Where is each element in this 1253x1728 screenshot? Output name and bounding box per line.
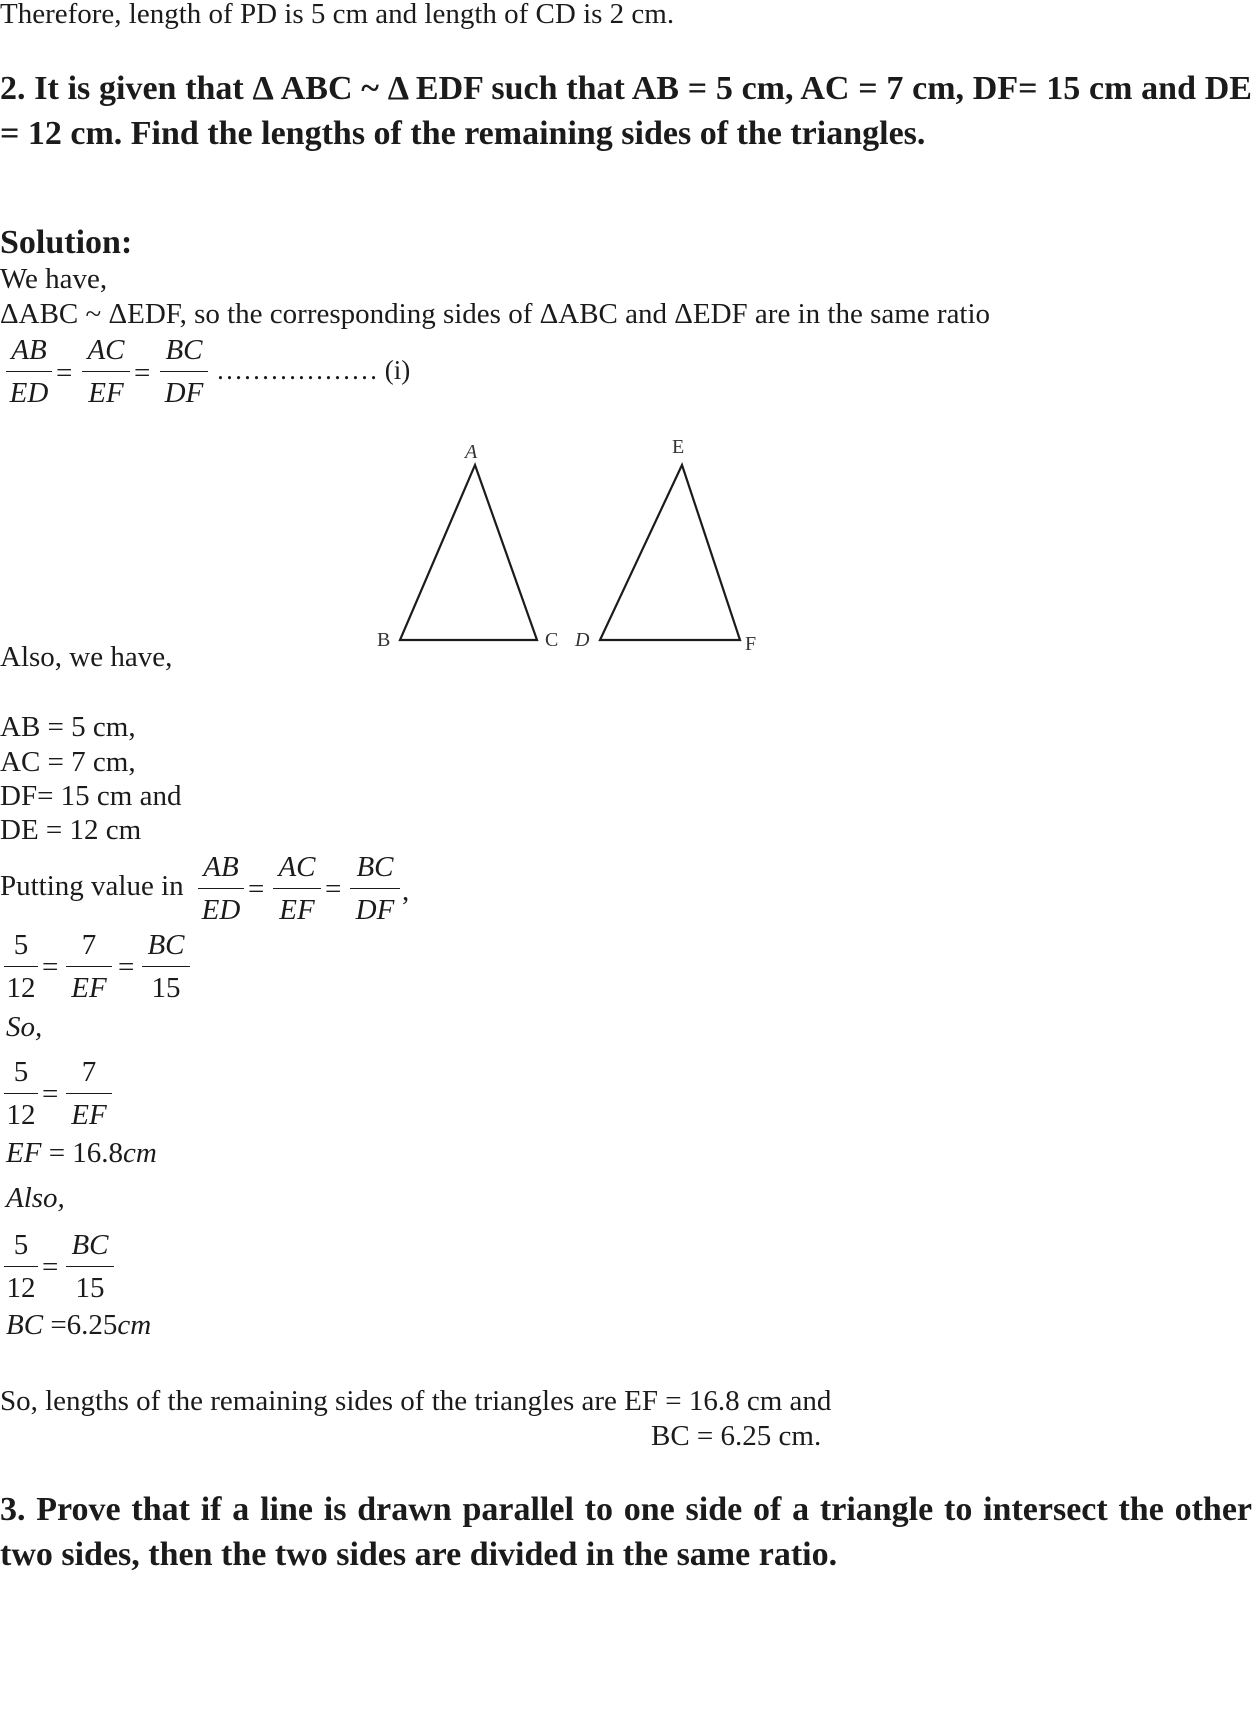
given-df: DF= 15 cm and — [0, 780, 182, 812]
vertex-label-f: F — [745, 633, 757, 655]
denominator: EF — [279, 894, 315, 926]
denominator: 15 — [151, 972, 181, 1004]
fraction-bar — [4, 966, 38, 967]
ef-result — [6, 1139, 157, 1168]
fraction-bar — [198, 888, 244, 889]
numerator: BC — [71, 1229, 109, 1261]
denominator: 12 — [6, 1272, 36, 1304]
vertex-label-b: B — [377, 629, 391, 651]
equation-label: ……………… (i) — [216, 355, 411, 385]
fraction-bar — [350, 888, 400, 889]
equals-sign: = — [42, 1251, 59, 1283]
question-2: 2. It is given that Δ ABC ~ Δ EDF such that AB = 5 cm, AC = 7 cm, DF= 15 cm and DE = 12 cm. Find the lengths of the remaining sides of the triangles. — [0, 70, 1252, 152]
bc-result-lhs: BC — [6, 1309, 44, 1341]
similarity-statement: ΔABC ~ ΔEDF, so the corresponding sides of ΔABC and ΔEDF are in the same ratio — [0, 298, 991, 330]
fraction-bar — [273, 888, 321, 889]
denominator: ED — [201, 894, 241, 926]
equals-sign: = — [56, 357, 73, 389]
fraction-bar — [66, 1093, 112, 1094]
denominator: 15 — [75, 1272, 105, 1304]
fraction-bar — [160, 371, 208, 372]
numerator: AC — [278, 851, 316, 883]
fraction-bar — [142, 966, 190, 967]
given-ab: AB = 5 cm, — [0, 711, 136, 743]
vertex-label-c: C — [545, 629, 559, 651]
denominator: EF — [88, 377, 124, 409]
numerator: 7 — [81, 1056, 97, 1088]
numerator: 5 — [13, 1229, 29, 1261]
bc-result-unit: cm — [117, 1309, 152, 1341]
fraction-bar — [66, 966, 112, 967]
vertex-label-a: A — [465, 441, 478, 463]
vertex-label-e: E — [672, 436, 685, 458]
equals-sign: = — [325, 873, 342, 905]
also-we-have-line: Also, we have, — [0, 641, 173, 673]
comma: , — [402, 875, 410, 907]
equals-sign: = — [134, 357, 151, 389]
denominator: 12 — [6, 972, 36, 1004]
fraction-bar — [4, 1266, 38, 1267]
triangles-figure — [377, 436, 845, 660]
bc-result — [6, 1311, 151, 1340]
equals-sign: = — [42, 1078, 59, 1110]
triangle-abc — [400, 465, 537, 640]
we-have-line: We have, — [0, 263, 108, 295]
equals-sign: = — [248, 873, 265, 905]
numerator: 7 — [81, 929, 97, 961]
denominator: DF — [355, 894, 395, 926]
denominator: EF — [71, 1099, 107, 1131]
numerator: AB — [11, 334, 47, 366]
numerator: BC — [147, 929, 185, 961]
given-de: DE = 12 cm — [0, 814, 142, 846]
ef-result-unit: cm — [123, 1137, 157, 1169]
conclusion-line-2: BC = 6.25 cm. — [651, 1420, 822, 1452]
fraction-bar — [82, 371, 130, 372]
intro-line: Therefore, length of PD is 5 cm and length of CD is 2 cm. — [0, 0, 675, 30]
numerator: 5 — [13, 929, 29, 961]
ef-result-lhs: EF — [6, 1137, 42, 1169]
given-ac: AC = 7 cm, — [0, 746, 136, 778]
denominator: DF — [164, 377, 204, 409]
bc-result-rhs: =6.25 — [50, 1309, 118, 1341]
numerator: BC — [165, 334, 203, 366]
solution-heading: Solution: — [0, 224, 133, 261]
triangle-edf — [600, 465, 740, 640]
denominator: ED — [9, 377, 49, 409]
conclusion-line-1: So, lengths of the remaining sides of the triangles are EF = 16.8 cm and — [0, 1385, 832, 1417]
numerator: AC — [87, 334, 125, 366]
fraction-bar — [6, 371, 52, 372]
question-3: 3. Prove that if a line is drawn parallel to one side of a triangle to intersect the other two sides, then the two sides are divided in the same ratio. — [0, 1491, 1252, 1573]
numerator: 5 — [13, 1056, 29, 1088]
fraction-bar — [4, 1093, 38, 1094]
ef-result-rhs: = 16.8 — [48, 1137, 124, 1169]
equals-sign: = — [118, 951, 135, 983]
vertex-label-d: D — [575, 629, 590, 651]
numerator: AB — [203, 851, 239, 883]
denominator: EF — [71, 972, 107, 1004]
also-label: Also, — [6, 1182, 65, 1214]
equals-sign: = — [42, 951, 59, 983]
fraction-bar — [66, 1266, 114, 1267]
numerator: BC — [356, 851, 394, 883]
putting-value-prefix: Putting value in — [0, 870, 184, 902]
denominator: 12 — [6, 1099, 36, 1131]
so-label: So, — [6, 1011, 43, 1043]
